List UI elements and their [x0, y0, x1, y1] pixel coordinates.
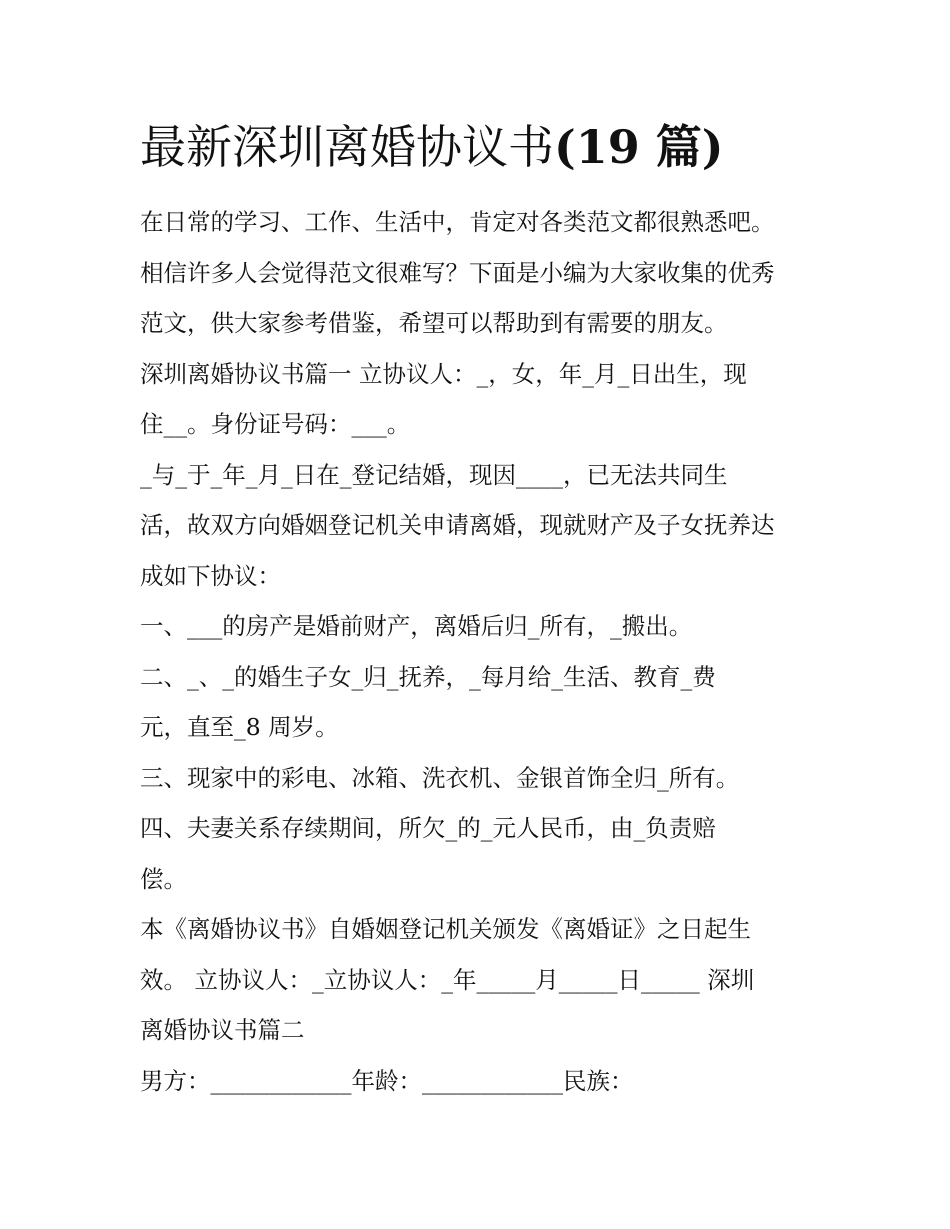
title-main: 最新深圳离婚协议书 [140, 120, 554, 174]
body-line: 成如下协议： [140, 561, 281, 590]
body-line: _与_于_年_月_日在_登记结婚，现因____，已无法共同生 [140, 460, 728, 489]
body-line: 本《离婚协议书》自婚姻登记机关颁发《离婚证》之日起生 [140, 915, 751, 943]
body-line: 范文，供大家参考借鉴，希望可以帮助到有需要的朋友。 [140, 309, 728, 337]
body-line: 男方：____________年龄：____________民族： [140, 1066, 634, 1095]
body-line: 在日常的学习、工作、生活中，肯定对各类范文都很熟悉吧。 [140, 208, 775, 236]
body-line: 住__。身份证号码：___。 [140, 410, 411, 438]
body-line: 深圳离婚协议书篇一 立协议人：_，女，年_月_日出生，现 [140, 359, 747, 388]
page-title [140, 115, 840, 179]
document-body [140, 197, 830, 1106]
body-line: 元，直至_8 周岁。 [140, 713, 339, 741]
body-line: 相信许多人会觉得范文很难写？下面是小编为大家收集的优秀 [140, 258, 775, 287]
title-suffix: (19 篇) [554, 120, 724, 174]
body-line: 偿。 [140, 864, 187, 893]
body-line: 四、夫妻关系存续期间，所欠_的_元人民币，由_负责赔 [140, 814, 716, 842]
body-line: 离婚协议书篇二 [140, 1016, 305, 1044]
body-line: 活，故双方向婚姻登记机关申请离婚，现就财产及子女抚养达 [140, 511, 775, 539]
body-line: 效。 立协议人：_立协议人：_年_____月_____日_____ 深圳 [140, 965, 755, 994]
body-line: 三、现家中的彩电、冰箱、洗衣机、金银首饰全归_所有。 [140, 763, 740, 792]
body-line: 一、___的房产是婚前财产，离婚后归_所有，_搬出。 [140, 612, 693, 640]
body-line: 二、_、_的婚生子女_归_抚养，_每月给_生活、教育_费 [140, 662, 716, 691]
